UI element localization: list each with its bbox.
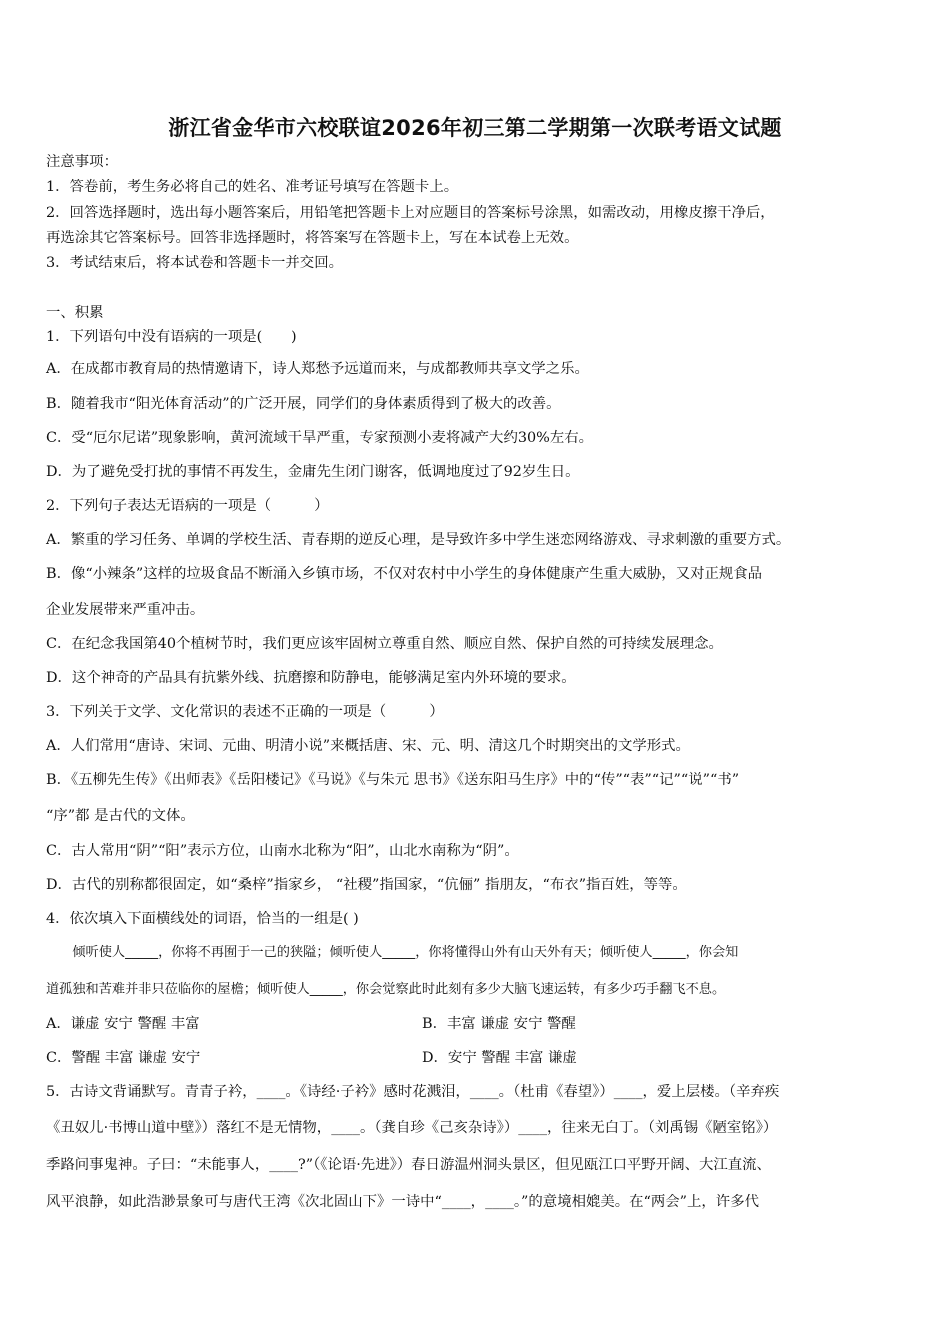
q2-option-c: C．在纪念我国第40个植树节时，我们更应该牢固树立尊重自然、顺应自然、保护自然的可持续发展理念。: [46, 636, 723, 652]
q1-option-b: B．随着我市“阳光体育活动”的广泛开展，同学们的身体素质得到了极大的改善。: [46, 396, 561, 412]
q2-option-a: A．繁重的学习任务、单调的学校生活、青春期的逆反心理，是导致许多中学生迷恋网络游戏、寻求刺激的重要方式。: [46, 532, 791, 548]
q4-passage-line-2: 道孤独和苦难并非只莅临你的屋檐；倾听使人_____，你会觉察此时此刻有多少大脑飞速运转，有多少巧手翻飞不息。: [46, 982, 726, 997]
q4-options-row-2: [46, 1048, 910, 1068]
q5-line-4: 风平浪静，如此浩渺景象可与唐代王湾《次北固山下》一诗中“____，____。”的意境相媲美。在“两会”上，许多代: [46, 1194, 759, 1210]
q4-passage-line-1: 倾听使人_____，你将不再囿于一己的狭隘；倾听使人_____，你将懂得山外有山天外有天；倾听使人_____，你会知: [46, 945, 739, 960]
q5-line-2: 《丑奴儿·书博山道中壁》）落红不是无情物，____。（龚自珍《己亥杂诗》）____，往来无白丁。（刘禹锡《陋室铭》）: [46, 1120, 778, 1136]
q4-stem: 4．依次填入下面横线处的词语，恰当的一组是( ): [46, 911, 359, 927]
notice-heading: 注意事项：: [46, 154, 118, 170]
q4-option-c: C．警醒 丰富 谦虚 安宁: [46, 1050, 201, 1066]
q4-option-d: D．安宁 警醒 丰富 谦虚: [422, 1050, 577, 1066]
q3-option-c: C．古人常用“阴”“阳”表示方位，山南水北称为“阳”，山北水南称为“阴”。: [46, 843, 519, 859]
q5-line-3: 季路问事鬼神。子曰：“未能事人，____?”（《论语·先进》）春日游温州洞头景区，但见瓯江口平野开阔、大江直流、: [46, 1157, 771, 1173]
q1-stem: 1．下列语句中没有语病的一项是( ): [46, 329, 297, 345]
notice-item-1: 1．答卷前，考生务必将自己的姓名、准考证号填写在答题卡上。: [46, 179, 459, 195]
section-heading: 一、积累: [46, 305, 104, 321]
q3-option-d: D．古代的别称都很固定，如“桑梓”指家乡， “社稷”指国家，“伉俪” 指朋友，“布衣”指百姓，等等。: [46, 877, 687, 893]
notice-item-3: 3．考试结束后，将本试卷和答题卡一并交回。: [46, 255, 343, 271]
q1-option-d: D．为了避免受打扰的事情不再发生，金庸先生闭门谢客，低调地度过了92岁生日。: [46, 464, 580, 480]
q2-option-d: D．这个神奇的产品具有抗紫外线、抗磨擦和防静电，能够满足室内外环境的要求。: [46, 670, 576, 686]
notice-item-2-cont: 再选涂其它答案标号。回答非选择题时，将答案写在答题卡上，写在本试卷上无效。: [46, 230, 579, 246]
q2-stem: 2．下列句子表达无语病的一项是（ ）: [46, 498, 329, 514]
q3-option-b: B．《五柳先生传》《出师表》《岳阳楼记》《马说》《与朱元 思书》《送东阳马生序》中的“传”“表”“记”“说”“书”: [46, 772, 740, 788]
q1-option-a: A．在成都市教育局的热情邀请下，诗人郑愁予远道而来，与成都教师共享文学之乐。: [46, 361, 589, 377]
q4-options-row-1: [46, 1014, 910, 1034]
q4-option-a: A．谦虚 安宁 警醒 丰富: [46, 1016, 200, 1032]
notice-item-2: 2．回答选择题时，选出每小题答案后，用铅笔把答题卡上对应题目的答案标号涂黑，如需改动，用橡皮擦干净后，: [46, 205, 775, 221]
q2-option-b: B．像“小辣条”这样的垃圾食品不断涌入乡镇市场，不仅对农村中小学生的身体健康产生重大威胁，又对正规食品: [46, 566, 763, 582]
q3-option-b-cont: “序”都 是古代的文体。: [46, 808, 195, 824]
q2-option-b-cont: 企业发展带来严重冲击。: [46, 602, 205, 618]
q1-option-c: C．受“厄尔尼诺”现象影响，黄河流域干旱严重，专家预测小麦将减产大约30%左右。: [46, 430, 593, 446]
q4-option-b: B．丰富 谦虚 安宁 警醒: [422, 1016, 576, 1032]
q5-line-1: 5．古诗文背诵默写。青青子衿，____。《诗经·子衿》感时花溅泪，____。（杜甫《春望》）____，爱上层楼。（辛弃疾: [46, 1084, 780, 1100]
q3-option-a: A．人们常用“唐诗、宋词、元曲、明清小说”来概括唐、宋、元、明、清这几个时期突出的文学形式。: [46, 738, 690, 754]
exam-title: 浙江省金华市六校联谊2026年初三第二学期第一次联考语文试题: [168, 116, 782, 140]
q3-stem: 3．下列关于文学、文化常识的表述不正确的一项是（ ）: [46, 704, 444, 720]
